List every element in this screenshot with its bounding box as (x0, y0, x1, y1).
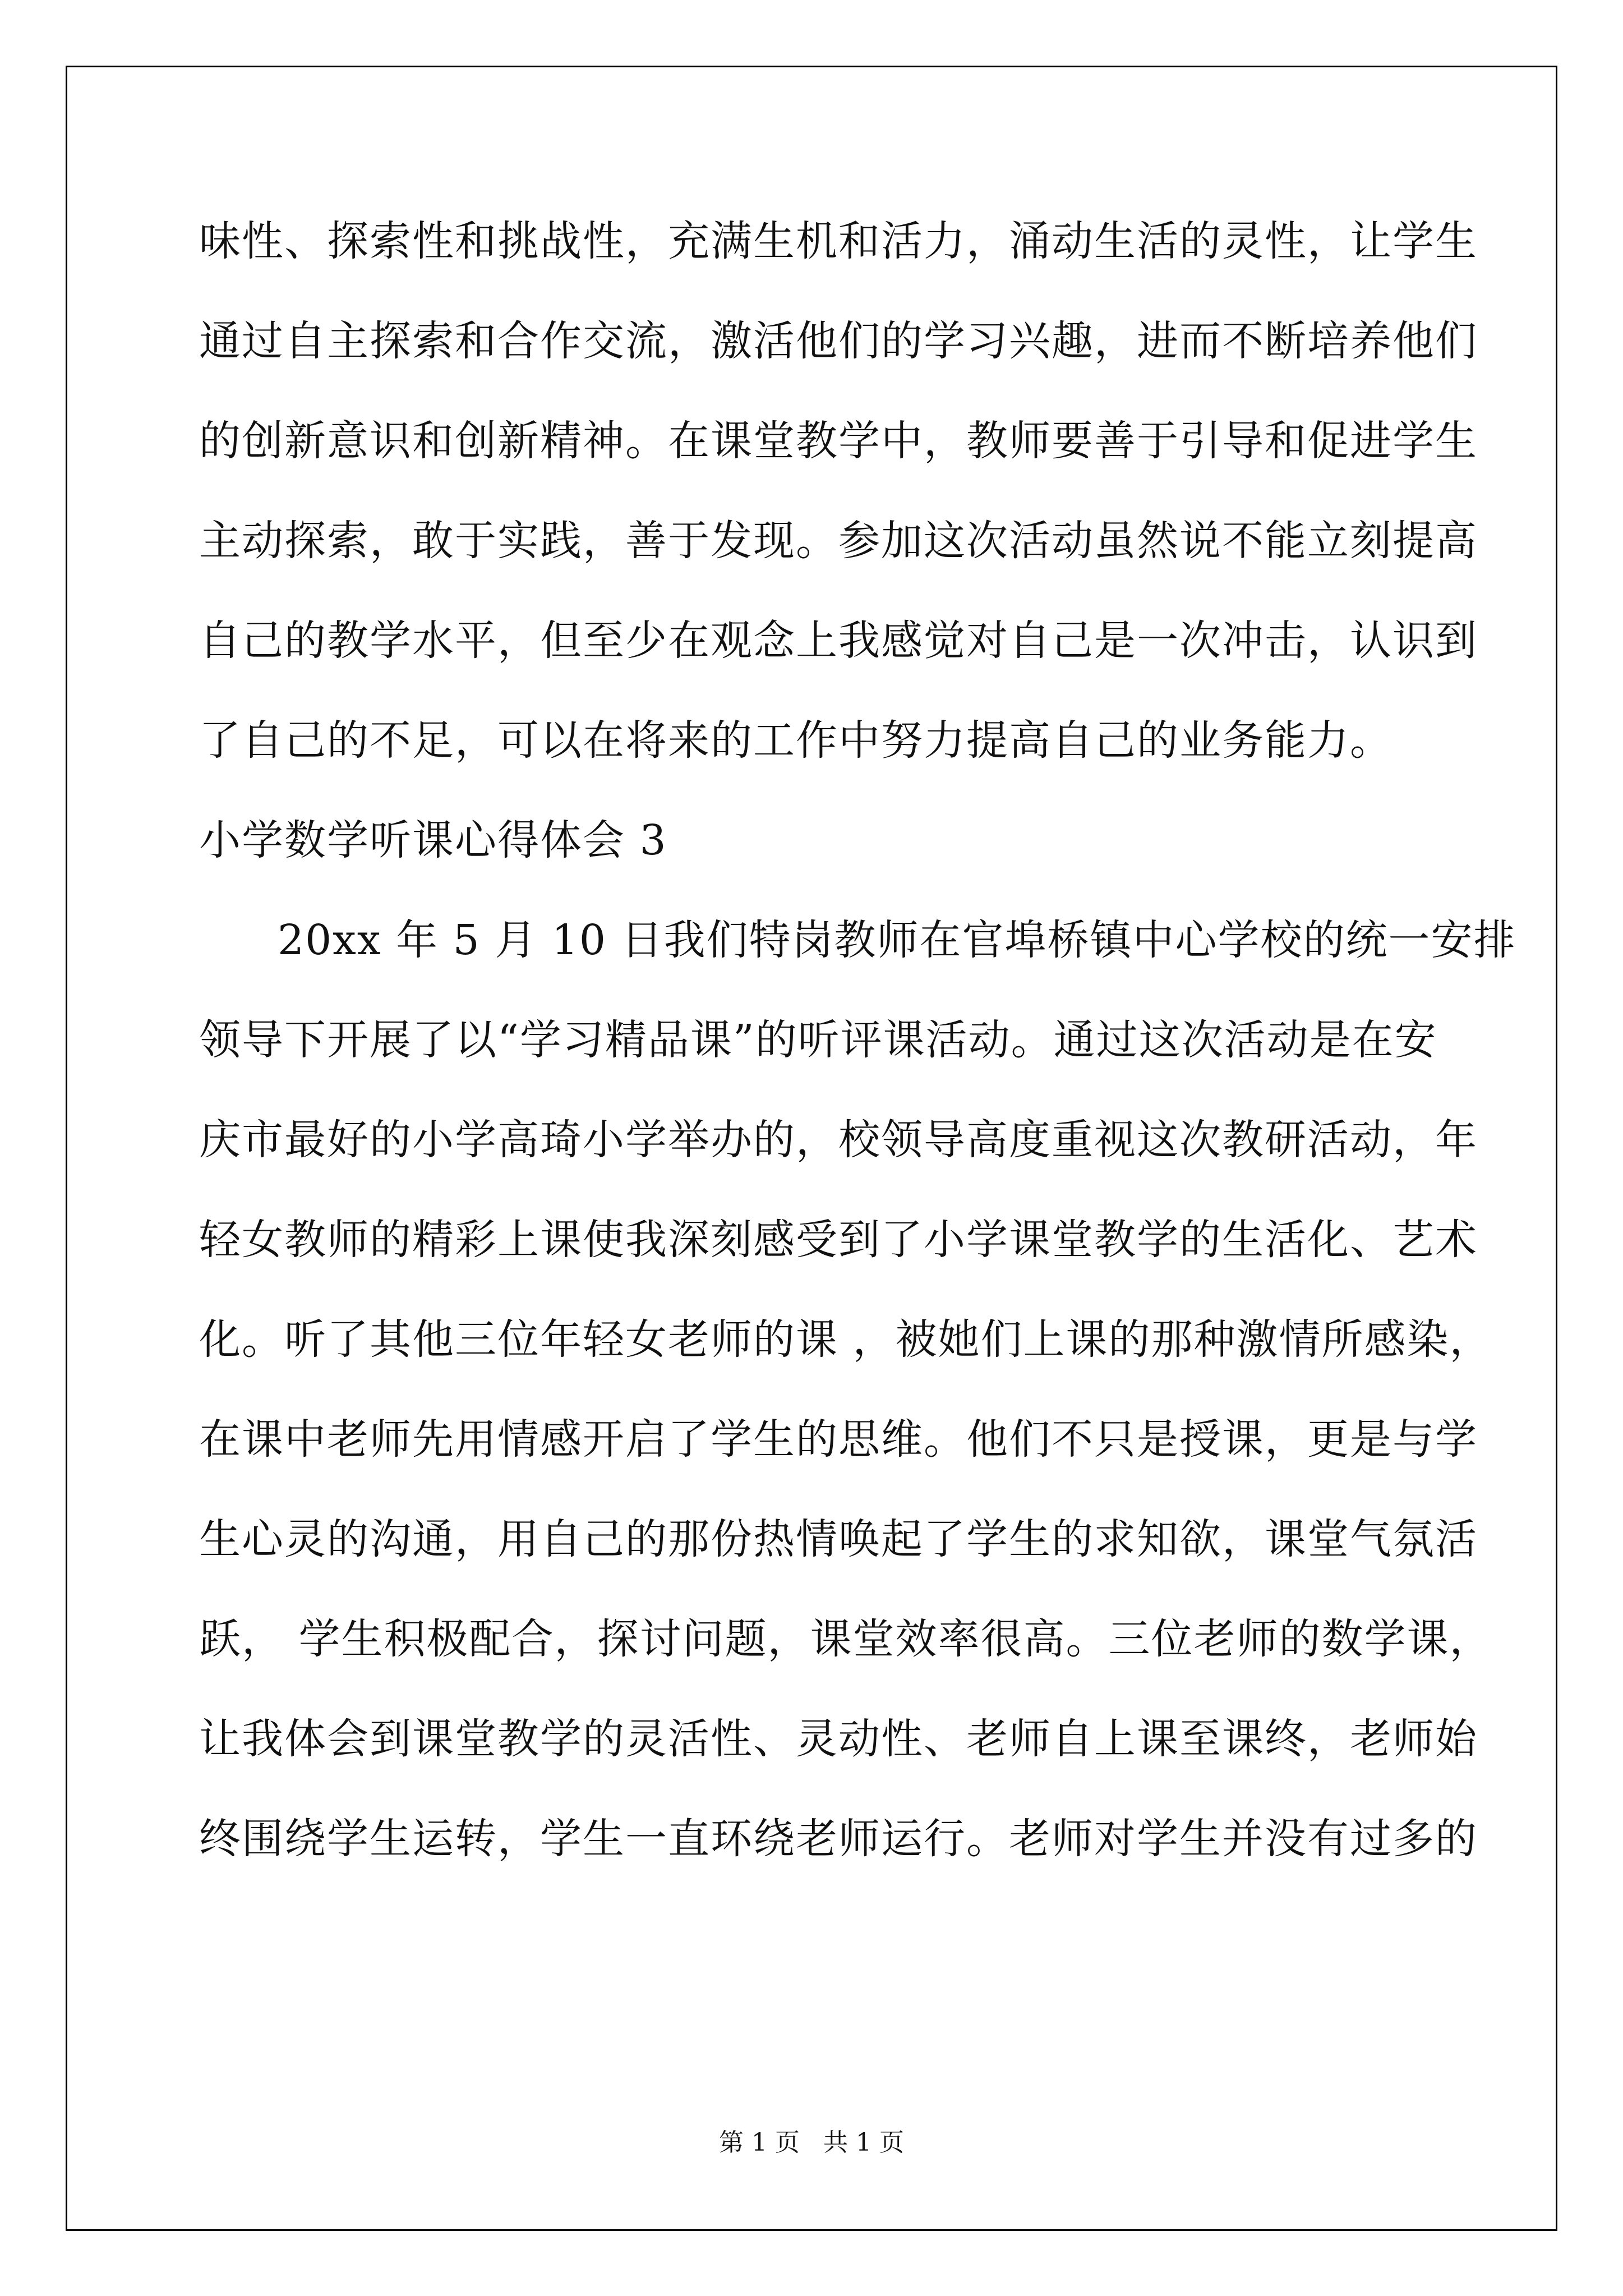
page-footer: 第 1 页 共 1 页 (719, 2128, 904, 2157)
paragraph-line: 庆市最好的小学高琦小学举办的，校领导高度重视这次教研活动，年 (199, 1116, 1478, 1164)
paragraph-line: 生心灵的沟通，用自己的那份热情唤起了学生的求知欲，课堂气氛活 (199, 1515, 1478, 1563)
paragraph-line: 领导下开展了以“学习精品课”的听评课活动。通过这次活动是在安 (199, 1016, 1437, 1064)
paragraph-line: 自己的教学水平，但至少在观念上我感觉对自己是一次冲击，认识到 (199, 616, 1478, 665)
paragraph-line: 通过自主探索和合作交流，激活他们的学习兴趣，进而不断培养他们 (199, 317, 1478, 365)
paragraph-line: 让我体会到课堂教学的灵活性、灵动性、老师自上课至课终，老师始 (199, 1715, 1478, 1763)
paragraph-line: 味性、探索性和挑战性，充满生机和活力，涌动生活的灵性，让学生 (199, 217, 1478, 265)
paragraph-line: 在课中老师先用情感开启了学生的思维。他们不只是授课，更是与学 (199, 1415, 1478, 1464)
paragraph-line: 跃， 学生积极配合，探讨问题，课堂效率很高。三位老师的数学课， (199, 1615, 1492, 1663)
paragraph-line: 化。听了其他三位年轻女老师的课 ，被她们上课的那种激情所感染， (199, 1315, 1492, 1364)
paragraph-line: 轻女教师的精彩上课使我深刻感受到了小学课堂教学的生活化、艺术 (199, 1216, 1478, 1264)
section-heading: 小学数学听课心得体会 3 (199, 816, 667, 864)
paragraph-line: 20xx 年 5 月 10 日我们特岗教师在官埠桥镇中心学校的统一安排 (278, 916, 1516, 964)
paragraph-line: 的创新意识和创新精神。在课堂教学中，教师要善于引导和促进学生 (199, 417, 1478, 465)
paragraph-line: 了自己的不足，可以在将来的工作中努力提高自己的业务能力。 (199, 716, 1393, 765)
paragraph-line: 主动探索，敢于实践，善于发现。参加这次活动虽然说不能立刻提高 (199, 517, 1478, 565)
paragraph-line: 终围绕学生运转，学生一直环绕老师运行。老师对学生并没有过多的 (199, 1815, 1478, 1863)
